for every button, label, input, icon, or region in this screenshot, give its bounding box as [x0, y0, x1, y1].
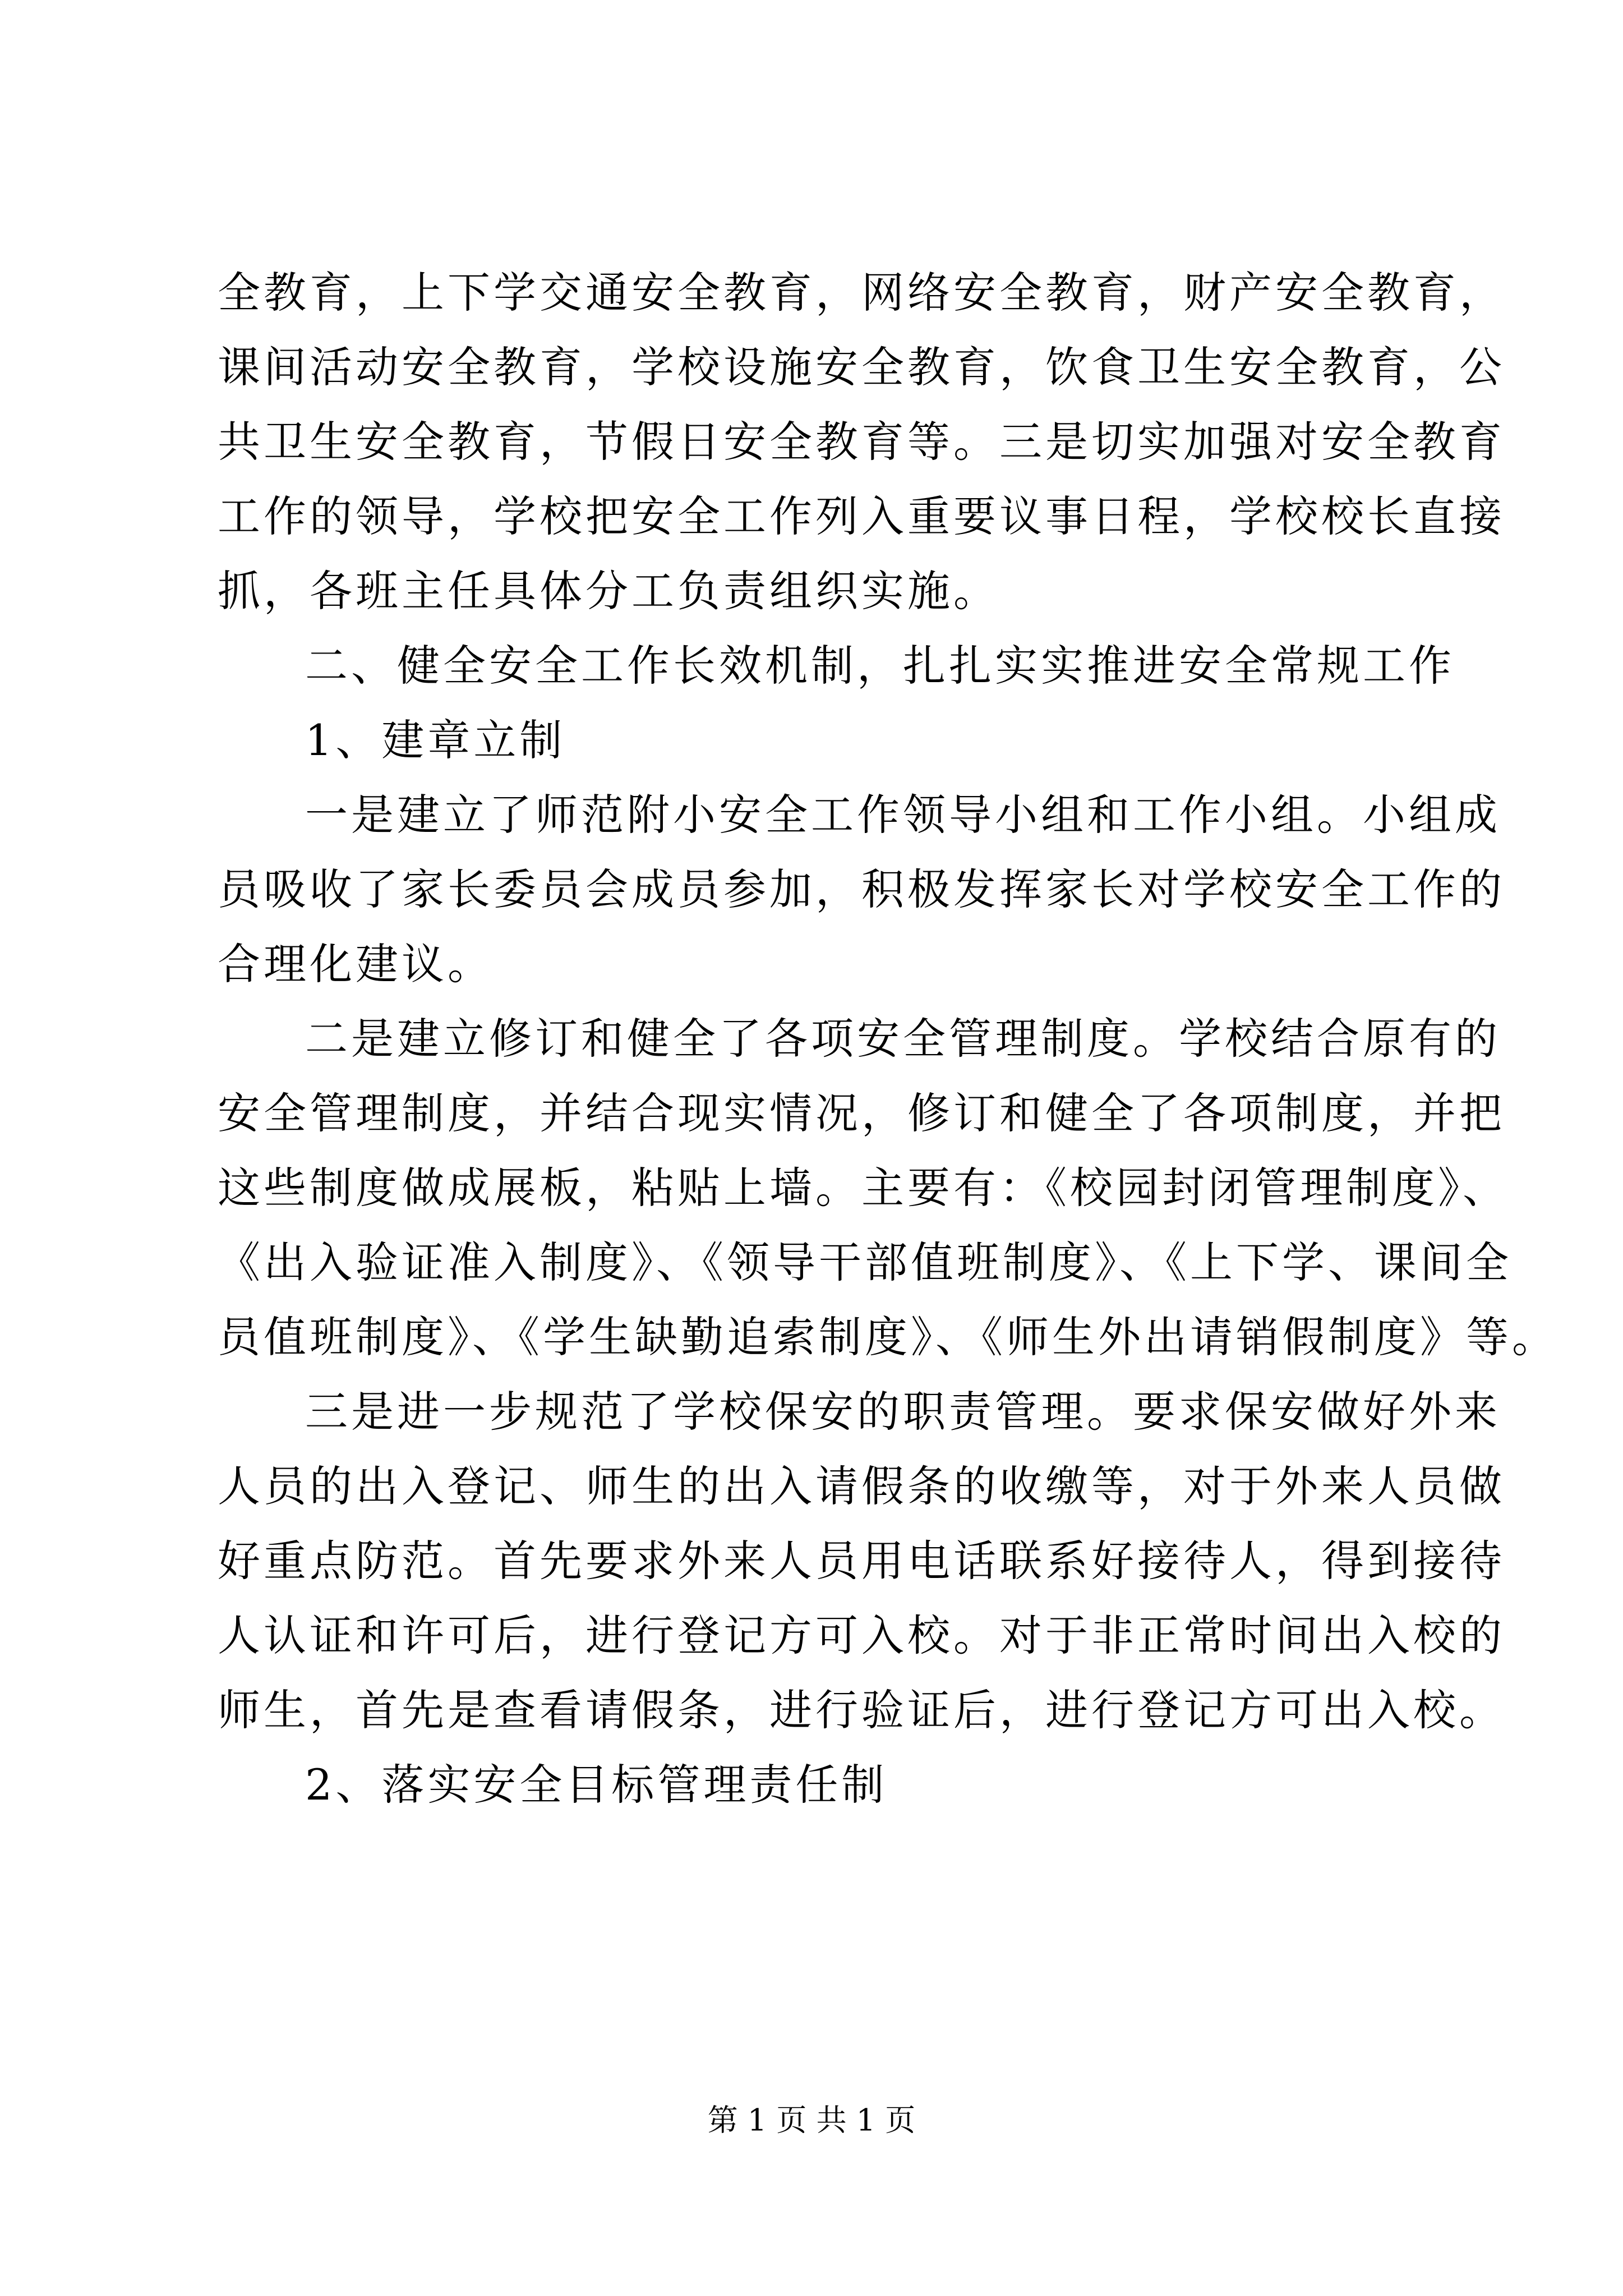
text-line: 《出入验证准入制度》、《领导干部值班制度》、《上下学、课间全: [218, 1237, 1512, 1287]
text-line: 安全管理制度，并结合现实情况，修订和健全了各项制度，并把: [218, 1088, 1505, 1138]
text-line: 二是建立修订和健全了各项安全管理制度。学校结合原有的: [305, 1014, 1501, 1064]
text-line: 这些制度做成展板，粘贴上墙。主要有：《校园封闭管理制度》、: [218, 1163, 1509, 1213]
text-line: 全教育，上下学交通安全教育，网络安全教育，财产安全教育，: [218, 268, 1505, 318]
text-line: 课间活动安全教育，学校设施安全教育，饮食卫生安全教育，公: [218, 342, 1505, 392]
page-footer: 第 1 页 共 1 页: [707, 2102, 916, 2138]
text-line: 三是进一步规范了学校保安的职责管理。要求保安做好外来: [305, 1387, 1501, 1437]
text-line: 人员的出入登记、师生的出入请假条的收缴等，对于外来人员做: [218, 1461, 1505, 1511]
text-line: 员吸收了家长委员会成员参加，积极发挥家长对学校安全工作的: [218, 864, 1505, 914]
text-line: 抓，各班主任具体分工负责组织实施。: [218, 566, 999, 616]
text-line: 2、落实安全目标管理责任制: [305, 1760, 888, 1810]
text-line: 工作的领导，学校把安全工作列入重要议事日程，学校校长直接: [218, 491, 1505, 541]
text-line: 1、建章立制: [305, 715, 566, 765]
text-line: 合理化建议。: [218, 939, 494, 989]
text-line: 员值班制度》、《学生缺勤追索制度》、《师生外出请销假制度》等。: [218, 1312, 1558, 1362]
text-line: 师生，首先是查看请假条，进行验证后，进行登记方可出入校。: [218, 1685, 1505, 1735]
text-line: 一是建立了师范附小安全工作领导小组和工作小组。小组成: [305, 790, 1501, 840]
text-line: 二、健全安全工作长效机制，扎扎实实推进安全常规工作: [305, 641, 1455, 691]
text-line: 人认证和许可后，进行登记方可入校。对于非正常时间出入校的: [218, 1611, 1505, 1660]
document-body: [218, 255, 1558, 1822]
text-line: 好重点防范。首先要求外来人员用电话联系好接待人，得到接待: [218, 1536, 1505, 1586]
text-line: 共卫生安全教育，节假日安全教育等。三是切实加强对安全教育: [218, 417, 1505, 467]
